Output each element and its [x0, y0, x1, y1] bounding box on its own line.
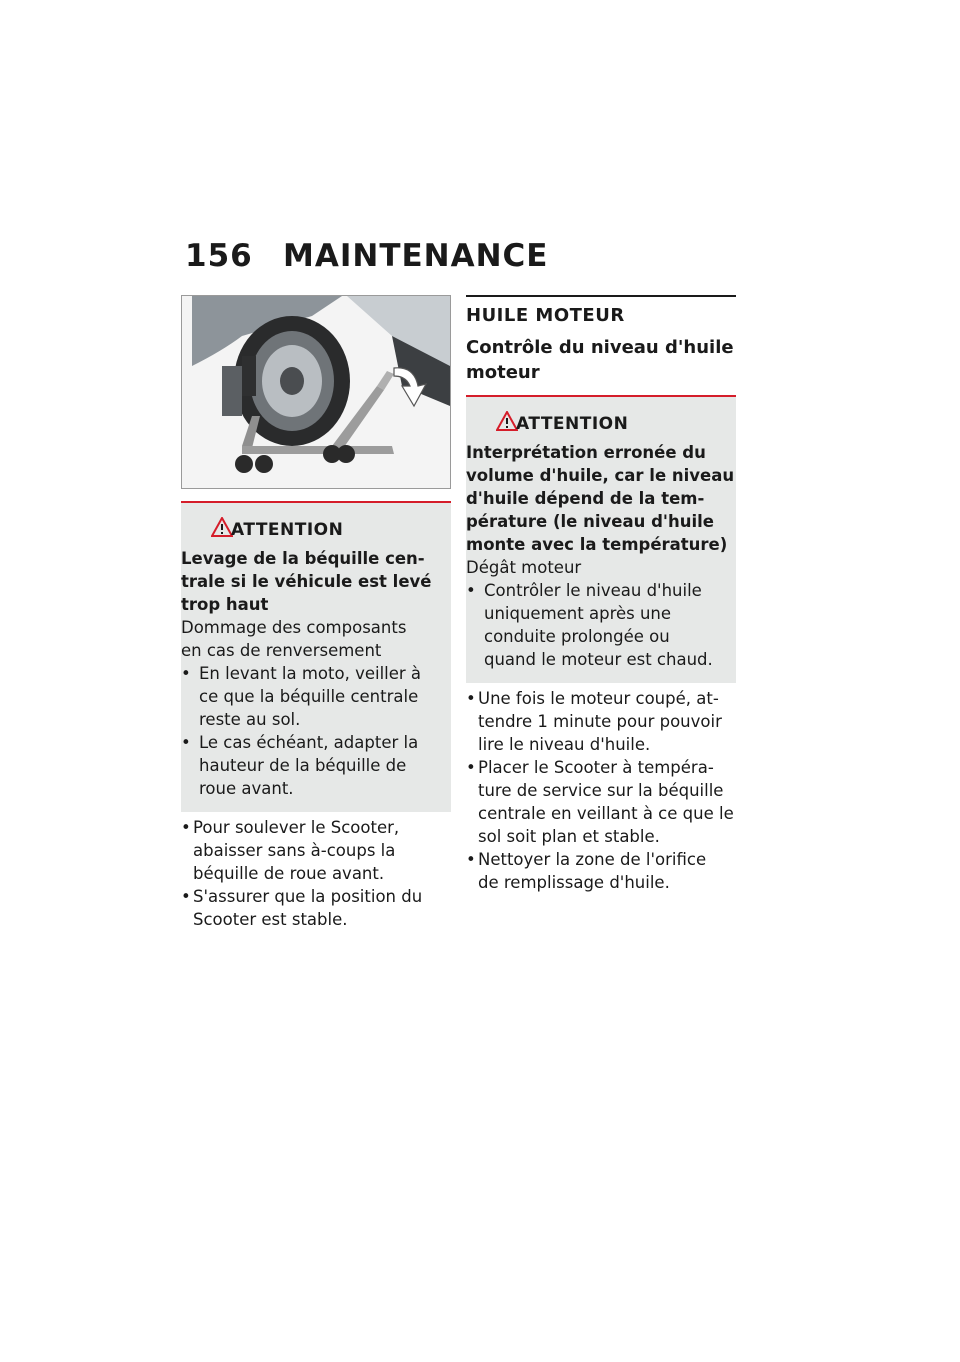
warning-lead-line: monte avec la température)	[466, 535, 728, 554]
warning-item-line: hauteur de la béquille de	[199, 756, 407, 775]
warning-consequence	[466, 556, 736, 579]
warning-lead	[466, 441, 736, 556]
left-column	[181, 295, 451, 931]
warning-item-line: reste au sol.	[199, 710, 301, 729]
warning-item-line: uniquement après une	[484, 604, 672, 623]
step-line: Nettoyer la zone de l'orifice	[478, 850, 707, 869]
step-line: Placer le Scooter à tempéra-	[478, 758, 714, 777]
bullet-icon: •	[181, 887, 191, 906]
page-header	[185, 238, 745, 286]
warning-item	[181, 731, 451, 800]
instruction-steps	[181, 816, 451, 931]
step-line: S'assurer que la position du	[193, 887, 423, 906]
instruction-step	[466, 687, 736, 756]
scooter-stand-figure	[181, 295, 451, 489]
instruction-steps	[466, 687, 736, 894]
warning-lead-line: Levage de la béquille cen-	[181, 549, 425, 568]
warning-item-line: roue avant.	[199, 779, 294, 798]
step-line: abaisser sans à-coups la	[193, 841, 396, 860]
step-line: de remplissage d'huile.	[478, 873, 670, 892]
warning-lead-line: trale si le véhicule est levé	[181, 572, 432, 591]
warning-consequence	[181, 616, 451, 662]
warning-box-oil	[466, 395, 736, 683]
warning-item-line: quand le moteur est chaud.	[484, 650, 713, 669]
warning-triangle-icon	[211, 517, 233, 537]
warning-consequence-line: Dégât moteur	[466, 558, 582, 577]
instruction-step	[466, 756, 736, 848]
subsection-title-line: Contrôle du niveau d'huile	[466, 337, 734, 358]
warning-item	[466, 579, 736, 671]
warning-item-line: Contrôler le niveau d'huile	[484, 581, 702, 600]
bullet-icon: •	[181, 733, 191, 752]
step-line: tendre 1 minute pour pouvoir	[478, 712, 722, 731]
warning-item-line: ce que la béquille centrale	[199, 687, 419, 706]
subsection-title-line: moteur	[466, 362, 540, 383]
bullet-icon: •	[181, 818, 191, 837]
instruction-step	[466, 848, 736, 894]
step-line: sol soit plan et stable.	[478, 827, 660, 846]
warning-lead-line: trop haut	[181, 595, 269, 614]
warning-lead-line: Interprétation erronée du	[466, 443, 706, 462]
section-title: HUILE MOTEUR	[466, 305, 625, 326]
bullet-icon: •	[466, 758, 476, 777]
subsection-title	[466, 335, 736, 385]
warning-consequence-line: en cas de renversement	[181, 641, 382, 660]
warning-title: ATTENTION	[516, 414, 629, 434]
warning-consequence-line: Dommage des composants	[181, 618, 407, 637]
right-column	[466, 295, 736, 894]
warning-item-line: Le cas échéant, adapter la	[199, 733, 419, 752]
warning-item-line: conduite prolongée ou	[484, 627, 670, 646]
scooter-rear-wheel-on-stand-illustration-icon	[182, 296, 450, 488]
step-line: béquille de roue avant.	[193, 864, 385, 883]
chapter-title: MAINTENANCE	[283, 238, 549, 274]
instruction-step	[181, 816, 451, 885]
page-number: 156	[185, 238, 253, 274]
warning-lead-line: d'huile dépend de la tem-	[466, 489, 705, 508]
warning-box-stand	[181, 501, 451, 812]
warning-triangle-icon	[496, 411, 518, 431]
warning-header	[466, 397, 736, 441]
warning-lead-line: pérature (le niveau d'huile	[466, 512, 714, 531]
bullet-icon: •	[181, 664, 191, 683]
section-divider	[466, 295, 736, 297]
step-line: Une fois le moteur coupé, at-	[478, 689, 719, 708]
step-line: Pour soulever le Scooter,	[193, 818, 400, 837]
bullet-icon: •	[466, 850, 476, 869]
warning-lead-line: volume d'huile, car le niveau	[466, 466, 735, 485]
step-line: ture de service sur la béquille	[478, 781, 724, 800]
bullet-icon: •	[466, 581, 476, 600]
warning-title: ATTENTION	[231, 520, 344, 540]
step-line: lire le niveau d'huile.	[478, 735, 651, 754]
bullet-icon: •	[466, 689, 476, 708]
warning-item-line: En levant la moto, veiller à	[199, 664, 422, 683]
warning-lead	[181, 547, 451, 616]
warning-header	[181, 503, 451, 547]
warning-item	[181, 662, 451, 731]
step-line: Scooter est stable.	[193, 910, 348, 929]
instruction-step	[181, 885, 451, 931]
step-line: centrale en veillant à ce que le	[478, 804, 734, 823]
